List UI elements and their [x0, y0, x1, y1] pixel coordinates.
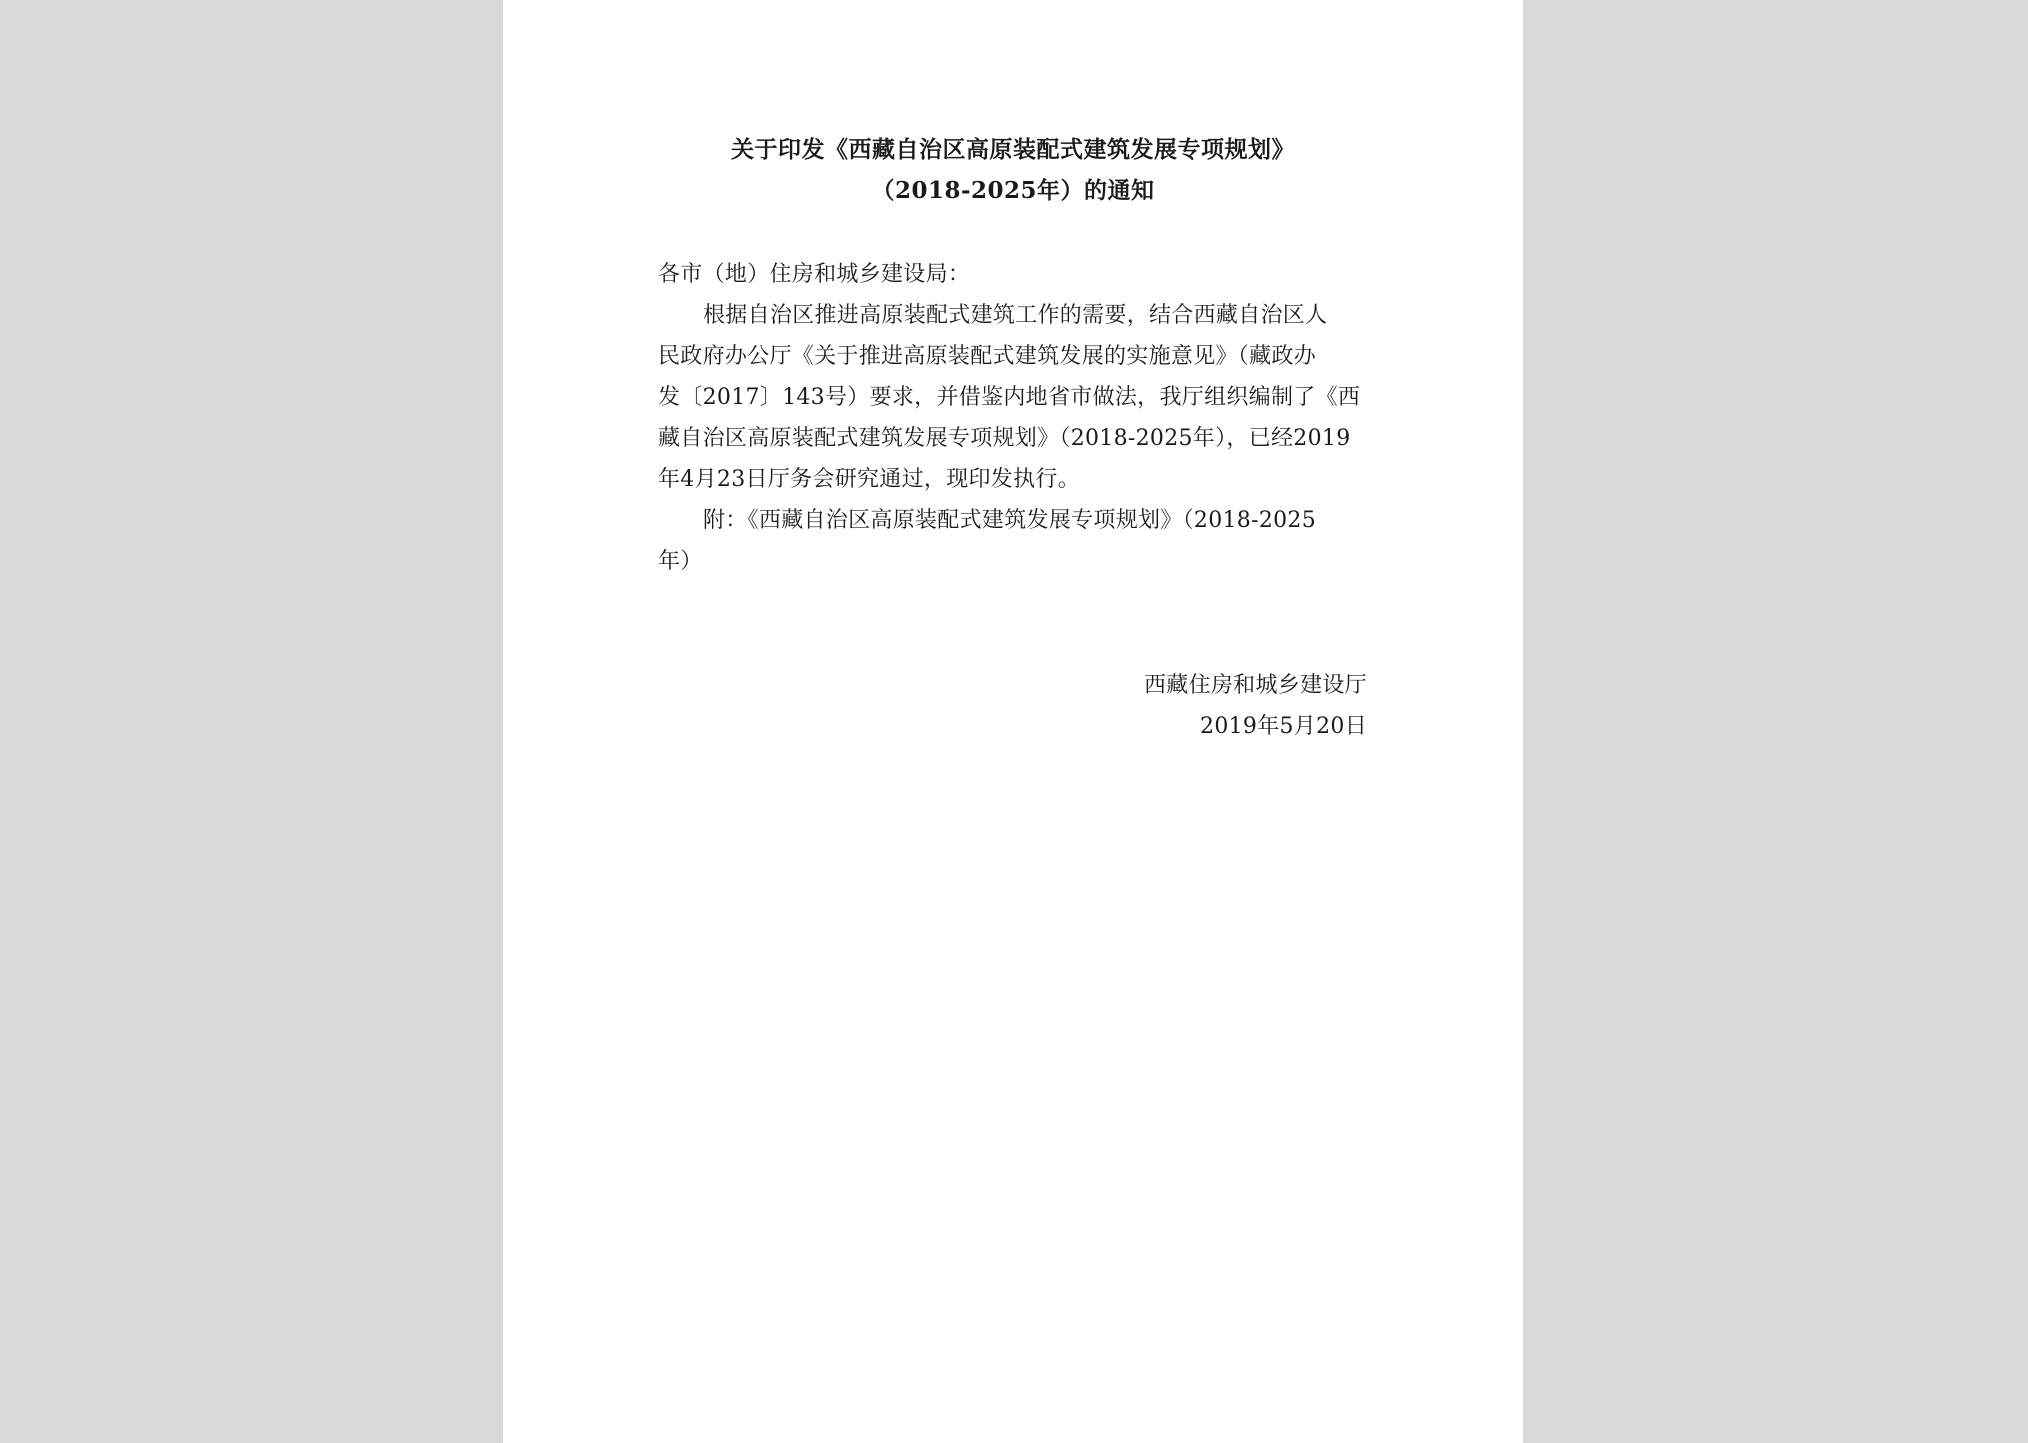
body-line-2: 民政府办公厅《关于推进高原装配式建筑发展的实施意见》（藏政办	[658, 344, 1317, 369]
body-line-4: 藏自治区高原装配式建筑发展专项规划》（2018-2025年），已经2019	[658, 426, 1351, 451]
body-line-1: 根据自治区推进高原装配式建筑工作的需要，结合西藏自治区人	[703, 303, 1328, 328]
issuer-name: 西藏住房和城乡建设厅	[1143, 673, 1367, 698]
attachment-line-1: 附：《西藏自治区高原装配式建筑发展专项规划》（2018-2025	[703, 508, 1317, 533]
salutation: 各市（地）住房和城乡建设局：	[658, 262, 971, 287]
document-page	[503, 0, 1523, 1443]
document-title-line-2: （2018-2025年）的通知	[871, 177, 1155, 204]
issue-date: 2019年5月20日	[1200, 714, 1367, 739]
body-line-3: 发〔2017〕143号）要求，并借鉴内地省市做法，我厅组织编制了《西	[658, 385, 1361, 410]
attachment-line-2: 年）	[658, 549, 703, 574]
document-title-line-1: 关于印发《西藏自治区高原装配式建筑发展专项规划》	[731, 136, 1295, 163]
body-line-5: 年4月23日厅务会研究通过，现印发执行。	[658, 467, 1080, 492]
